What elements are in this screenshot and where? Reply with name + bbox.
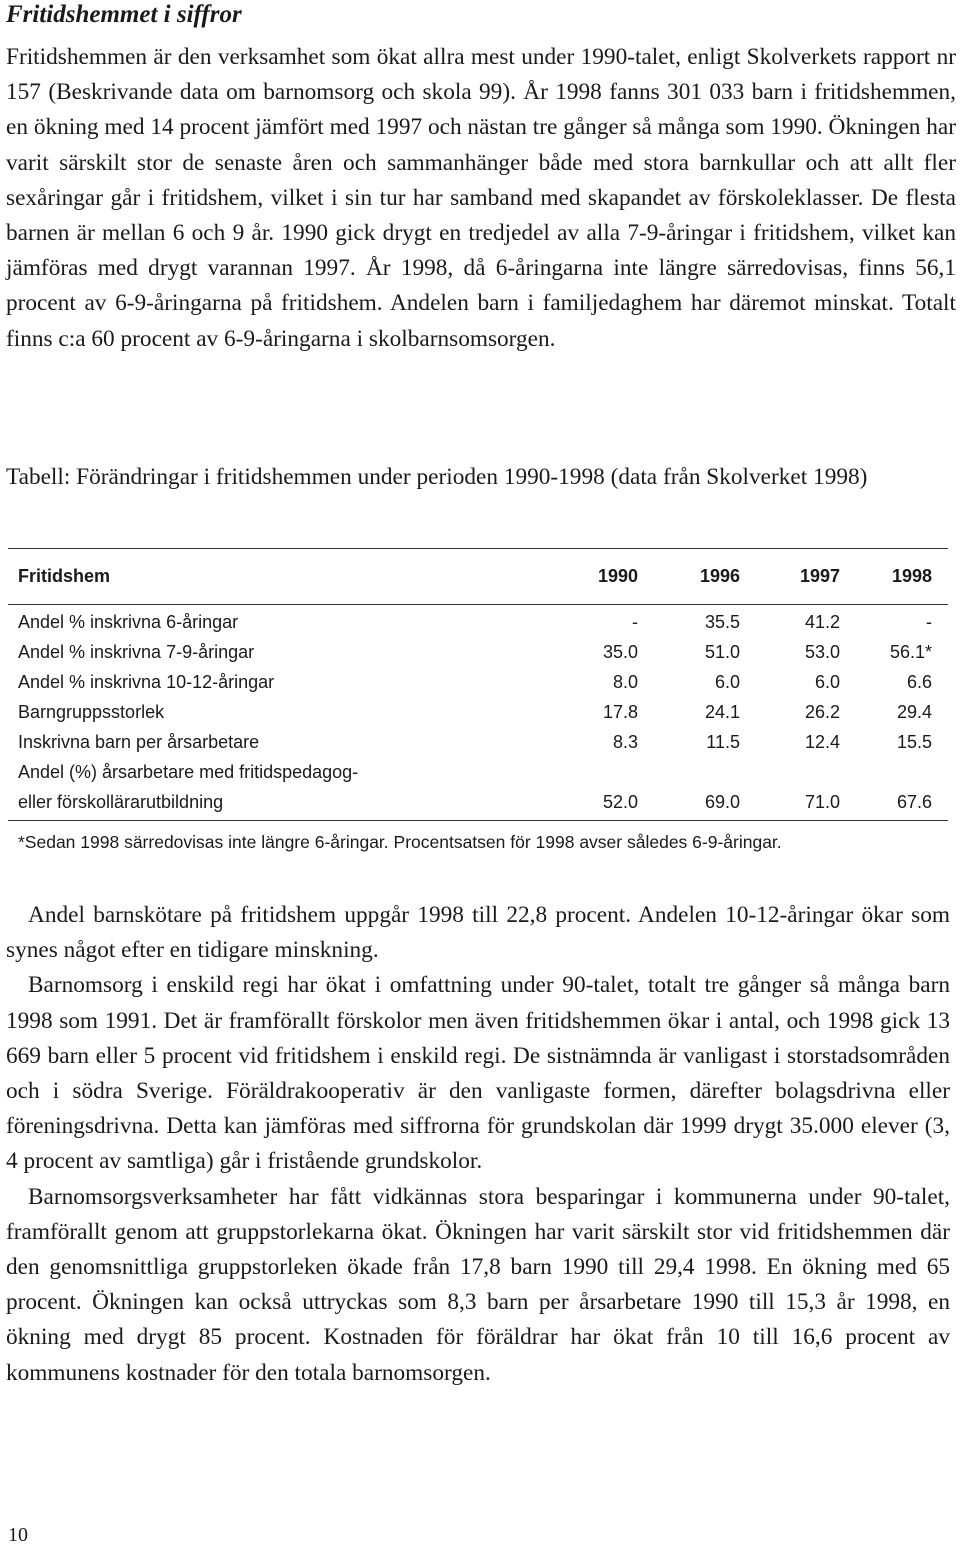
cell-1997: 12.4 <box>804 732 840 752</box>
cell-1990: 8.0 <box>612 672 638 692</box>
cell-1996: 24.1 <box>704 702 740 722</box>
table-row <box>8 698 948 726</box>
body-text <box>6 898 950 1391</box>
header-1997: 1997 <box>799 566 840 586</box>
table-row <box>8 668 948 696</box>
table-header-row <box>8 566 948 594</box>
row-label: Andel % inskrivna 6-åringar <box>18 612 239 632</box>
table-row <box>8 608 948 636</box>
cell-1998: 67.6 <box>896 792 932 812</box>
section-title: Fritidshemmet i siffror <box>6 1 242 28</box>
cell-1998: 6.6 <box>906 672 932 692</box>
table-row <box>8 638 948 666</box>
table-row-label-continued <box>8 758 948 786</box>
page-number: 10 <box>8 1524 28 1546</box>
cell-1990: 52.0 <box>602 792 638 812</box>
header-label: Fritidshem <box>18 566 111 586</box>
cell-1998: - <box>926 612 932 632</box>
cell-1990: 8.3 <box>612 732 638 752</box>
cell-1997: 26.2 <box>804 702 840 722</box>
table-header-rule <box>8 604 948 605</box>
cell-1996: 6.0 <box>714 672 740 692</box>
body-paragraph: Barnomsorg i enskild regi har ökat i omfattning under 90-talet, totalt tre gånger så många barn 1998 som 1991. Det är framförallt förskolor men även fritidshemmen ökar i antal, och 1998 gick 13 669 barn eller 5 procent vid fritidshem i enskild regi. De sistnämnda är vanligast i storstadsområden och i södra Sverige. Föräldrakooperativ är den vanligaste formen, därefter bolagsdrivna eller föreningsdrivna. Detta kan jämföras med siffrorna för grundskolan där 1999 drygt 35.000 elever (3, 4 procent av samtliga) går i fristående grundskolor. <box>6 972 950 1175</box>
body-paragraph: Barnomsorgsverksamheter har fått vidkännas stora besparingar i kommunerna under 90-talet, framförallt genom att gruppstorlekarna ökat. Ökningen har varit särskilt stor vid fritidshemmen där den genomsnittliga gruppstorleken ökade från 17,8 barn 1990 till 29,4 1998. En ökning med 65 procent. Ökningen kan också uttryckas som 8,3 barn per årsarbetare 1990 till 15,3 år 1998, en ökning med drygt 85 procent. Kostnaden för föräldrar har ökat från 10 till 16,6 procent av kommunens kostnader för den totala barnomsorgen. <box>6 1183 950 1386</box>
table-bottom-rule <box>8 820 948 821</box>
cell-1998: 15.5 <box>896 732 932 752</box>
table-row <box>8 788 948 816</box>
body-paragraph: Andel barnskötare på fritidshem uppgår 1998 till 22,8 procent. Andelen 10-12-åringar ökar som synes något efter en tidigare minskning. <box>6 902 950 964</box>
intro-paragraph: Fritidshemmen är den verksamhet som ökat allra mest under 1990-talet, enligt Skolverkets rapport nr 157 (Beskrivande data om barnomsorg och skola 99). År 1998 fanns 301 033 barn i fritidshemmen, en ökning med 14 procent jämfört med 1997 och nästan tre gånger så många som 1990. Ökningen har varit särskilt stor de senaste åren och sammanhänger både med stora barnkullar och att allt fler sexåringar går i fritidshem, vilket i sin tur har samband med skapandet av förskoleklasser. De flesta barnen är mellan 6 och 9 år. 1990 gick drygt en tredjedel av alla 7-9-åringar i fritidshem, vilket kan jämföras med drygt varannan 1997. År 1998, då 6-åringarna inte längre särredovisas, finns 56,1 procent av 6-9-åringarna på fritidshem. Andelen barn i familjedaghem har däremot minskat. Totalt finns c:a 60 procent av 6-9-åringarna i skolbarnsomsorgen. <box>6 44 956 352</box>
cell-1998: 56.1* <box>889 642 932 662</box>
row-label-line2: eller förskollärarutbildning <box>18 792 224 812</box>
cell-1997: 53.0 <box>804 642 840 662</box>
cell-1996: 35.5 <box>704 612 740 632</box>
cell-1997: 6.0 <box>814 672 840 692</box>
table-top-rule <box>8 548 948 549</box>
row-label: Andel % inskrivna 7-9-åringar <box>18 642 255 662</box>
cell-1996: 11.5 <box>706 732 740 752</box>
header-1996: 1996 <box>699 566 740 586</box>
cell-1990: 35.0 <box>602 642 638 662</box>
header-1998: 1998 <box>891 566 932 586</box>
table-footnote: *Sedan 1998 särredovisas inte längre 6-åringar. Procentsatsen för 1998 avser således 6-9-åringar. <box>18 832 782 852</box>
row-label: Andel % inskrivna 10-12-åringar <box>18 672 275 692</box>
cell-1996: 69.0 <box>704 792 740 812</box>
cell-1997: 41.2 <box>804 612 840 632</box>
header-1990: 1990 <box>597 566 638 586</box>
table-caption: Tabell: Förändringar i fritidshemmen under perioden 1990-1998 (data från Skolverket 1998) <box>6 464 868 490</box>
cell-1998: 29.4 <box>896 702 932 722</box>
cell-1990: 17.8 <box>602 702 638 722</box>
row-label: Inskrivna barn per årsarbetare <box>18 732 260 752</box>
cell-1990: - <box>632 612 638 632</box>
cell-1997: 71.0 <box>804 792 840 812</box>
row-label: Barngruppsstorlek <box>18 702 165 722</box>
table-row <box>8 728 948 756</box>
row-label-line1: Andel (%) årsarbetare med fritidspedagog- <box>18 762 359 782</box>
cell-1996: 51.0 <box>704 642 740 662</box>
